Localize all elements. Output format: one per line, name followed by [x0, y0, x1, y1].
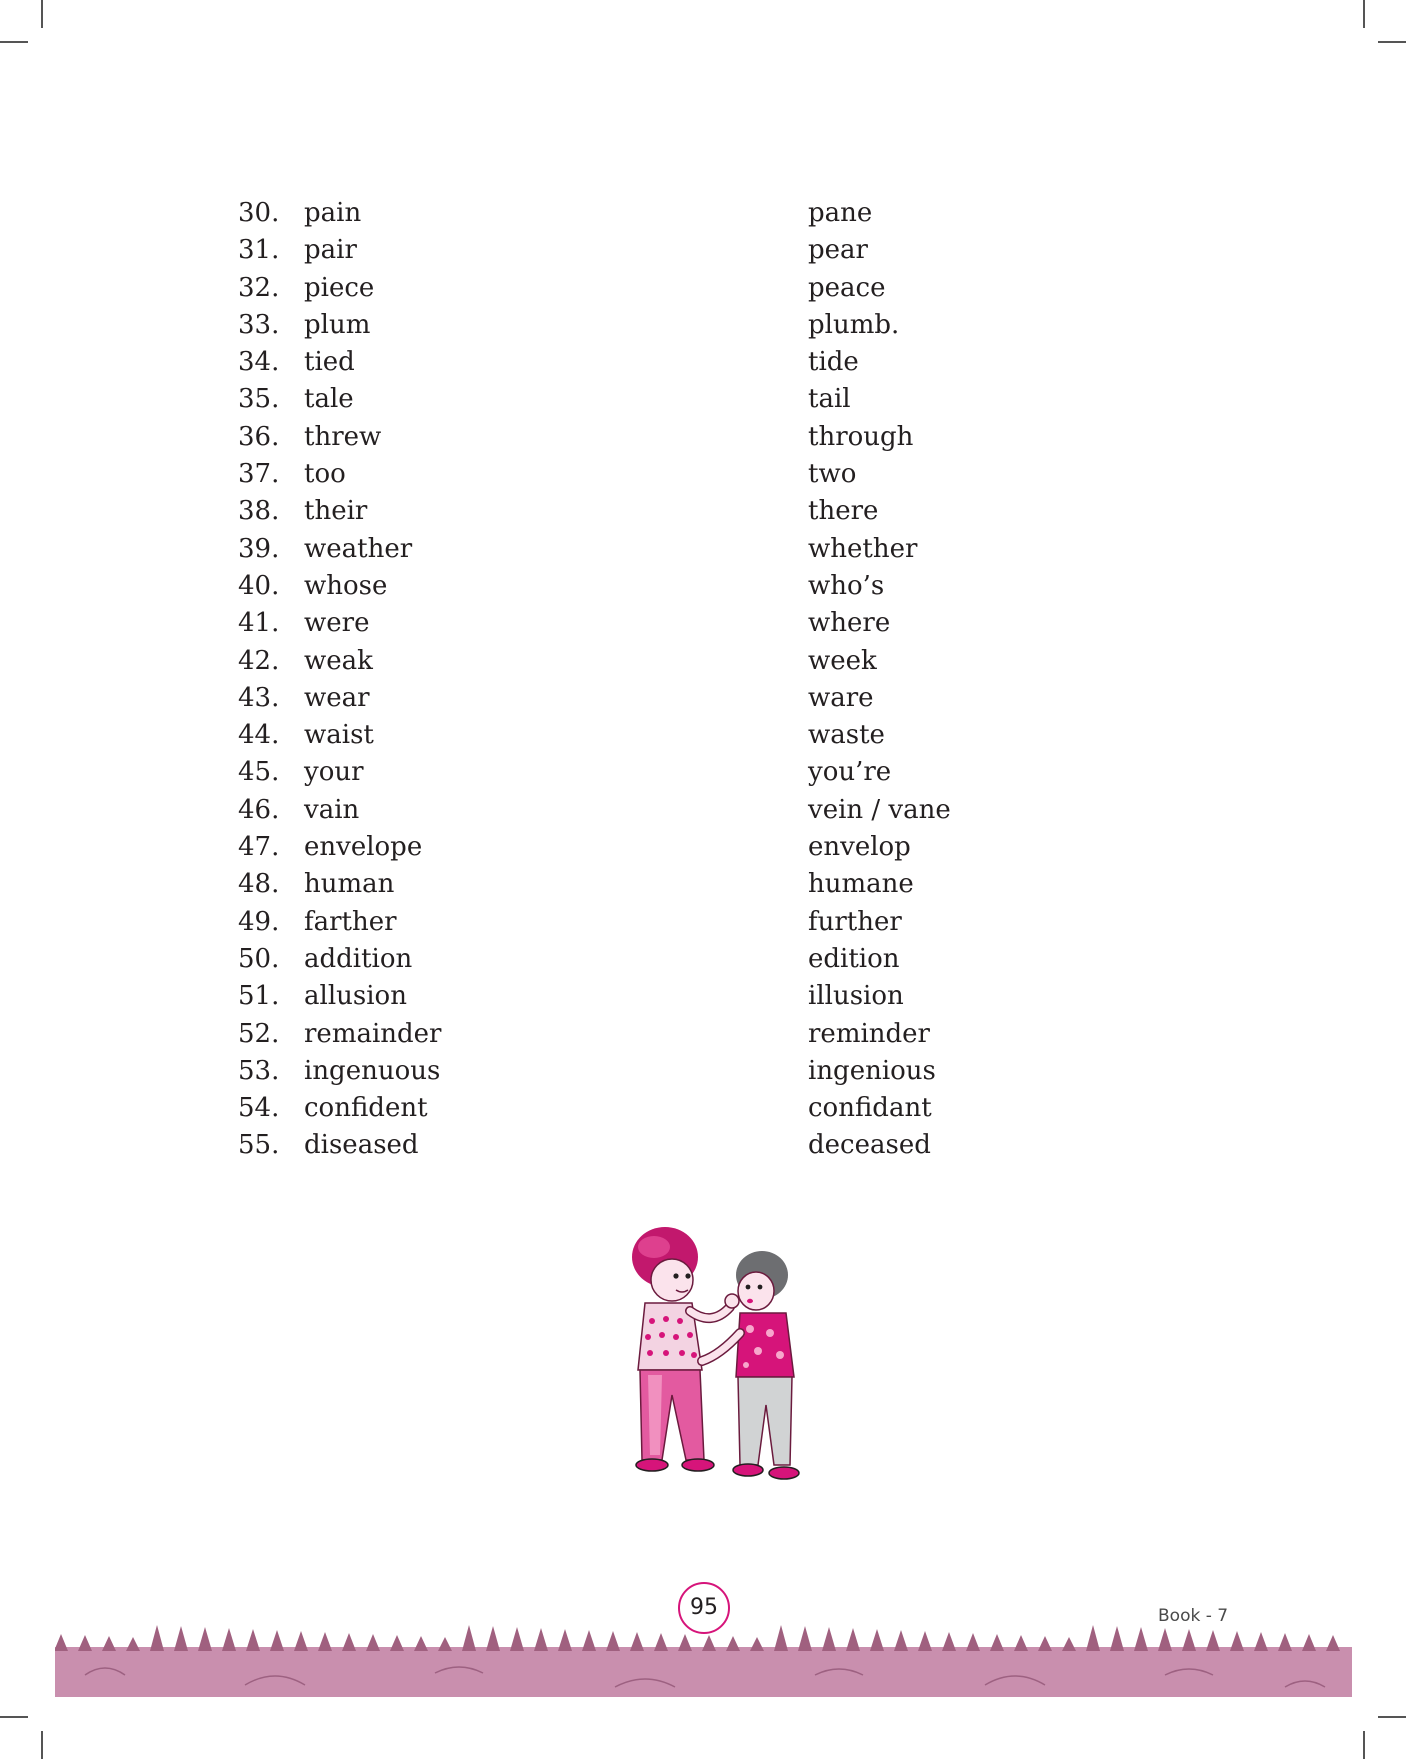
word-pair-row [0, 978, 1406, 1015]
item-number: 47. [238, 832, 280, 863]
word-pair-row [0, 531, 1406, 568]
tree-icon [1086, 1625, 1100, 1651]
tree-icon [510, 1627, 524, 1651]
tree-icon [630, 1632, 644, 1651]
word: ingenuous [304, 1055, 441, 1086]
word-pair-row [0, 1127, 1406, 1164]
word: tale [304, 384, 354, 415]
word: were [304, 608, 370, 639]
crop-mark [41, 0, 43, 28]
word-pair-row [0, 605, 1406, 642]
word-pair-row [0, 270, 1406, 307]
tree-icon [1062, 1637, 1076, 1651]
word: whose [304, 570, 388, 601]
homophone-pair: who’s [808, 570, 885, 601]
word-pair-row [0, 493, 1406, 530]
homophone-pair: plumb. [808, 309, 900, 340]
homophone-pair: deceased [808, 1130, 931, 1161]
word-pair-row [0, 1016, 1406, 1053]
homophone-pair: pear [808, 235, 868, 266]
crop-mark [1363, 0, 1365, 28]
homophone-pair: vein / vane [808, 794, 951, 825]
homophone-pair: waste [808, 720, 885, 751]
word-pair-row [0, 307, 1406, 344]
item-number: 55. [238, 1130, 280, 1161]
homophone-pair: pane [808, 198, 873, 228]
item-number: 51. [238, 981, 280, 1012]
homophone-pair: illusion [808, 981, 904, 1012]
tree-icon [1230, 1631, 1244, 1651]
homophone-pair: you’re [808, 757, 892, 788]
item-number: 32. [238, 272, 280, 303]
crop-mark [1378, 1716, 1406, 1718]
tree-icon [822, 1627, 836, 1651]
item-number: 31. [238, 235, 280, 266]
homophone-pair: edition [808, 943, 900, 974]
homophone-pair: tide [808, 347, 859, 378]
word: wear [304, 682, 370, 713]
tree-icon [654, 1633, 668, 1651]
homophone-pair: reminder [808, 1018, 930, 1049]
tree-icon [126, 1637, 140, 1651]
word-pair-row [0, 829, 1406, 866]
item-number: 37. [238, 459, 280, 490]
word: piece [304, 272, 375, 303]
tree-icon [1206, 1630, 1220, 1651]
tree-icon [870, 1629, 884, 1651]
tree-icon [78, 1635, 92, 1651]
item-number: 53. [238, 1055, 280, 1086]
homophone-list [0, 195, 1406, 1165]
tree-icon [246, 1629, 260, 1651]
tree-icon [774, 1625, 788, 1651]
word: farther [304, 906, 397, 937]
tree-icon [366, 1634, 380, 1651]
item-number: 30. [238, 198, 280, 228]
tree-icon [55, 1634, 68, 1651]
word: pair [304, 235, 357, 266]
item-number: 49. [238, 906, 280, 937]
homophone-pair: confidant [808, 1093, 932, 1124]
word: addition [304, 943, 413, 974]
tree-icon [798, 1626, 812, 1651]
tree-icon [1014, 1635, 1028, 1651]
tree-icon [1182, 1629, 1196, 1651]
tree-icon [102, 1636, 116, 1651]
tree-icon [534, 1628, 548, 1651]
crop-mark [1378, 41, 1406, 43]
tree-icon [294, 1631, 308, 1651]
item-number: 54. [238, 1093, 280, 1124]
homophone-pair: envelop [808, 832, 911, 863]
tree-icon [1134, 1627, 1148, 1651]
word: waist [304, 720, 374, 751]
word: human [304, 869, 395, 900]
word: vain [304, 794, 360, 825]
word: their [304, 496, 368, 527]
word: your [304, 757, 364, 788]
word: pain [304, 198, 362, 228]
tree-icon [942, 1632, 956, 1651]
word-pair-row [0, 866, 1406, 903]
word: diseased [304, 1130, 419, 1161]
word: threw [304, 421, 382, 452]
tree-icon [1038, 1636, 1052, 1651]
word-pair-row [0, 680, 1406, 717]
tree-icon [318, 1632, 332, 1651]
tree-icon [1158, 1628, 1172, 1651]
tree-icon [750, 1637, 764, 1651]
word: remainder [304, 1018, 442, 1049]
tree-icon [1110, 1626, 1124, 1651]
tree-icon [678, 1634, 692, 1651]
two-children-talking-illustration [590, 1225, 830, 1490]
word-pair-row [0, 1053, 1406, 1090]
homophone-pair: ingenious [808, 1055, 936, 1086]
item-number: 33. [238, 309, 280, 340]
tree-icon [1326, 1635, 1340, 1651]
item-number: 46. [238, 794, 280, 825]
word: weather [304, 533, 413, 564]
tree-icon [486, 1626, 500, 1651]
item-number: 45. [238, 757, 280, 788]
tree-icon [462, 1625, 476, 1651]
homophone-pair: there [808, 496, 879, 527]
word-pair-row [0, 717, 1406, 754]
tree-icon [390, 1635, 404, 1651]
word-pair-row [0, 419, 1406, 456]
tree-icon [270, 1630, 284, 1651]
tree-icon [438, 1637, 452, 1651]
word-pair-row [0, 754, 1406, 791]
word: confident [304, 1093, 428, 1124]
word-pair-row [0, 568, 1406, 605]
tree-icon [894, 1630, 908, 1651]
crop-mark [41, 1731, 43, 1759]
tree-icon [174, 1626, 188, 1651]
word-pair-row [0, 381, 1406, 418]
tree-icon [582, 1630, 596, 1651]
tree-icon [222, 1628, 236, 1651]
tree-icon [1278, 1633, 1292, 1651]
item-number: 39. [238, 533, 280, 564]
word-pair-row [0, 1090, 1406, 1127]
item-number: 40. [238, 570, 280, 601]
tree-icon [702, 1635, 716, 1651]
word: tied [304, 347, 355, 378]
word-pair-row [0, 792, 1406, 829]
word: allusion [304, 981, 407, 1012]
tree-icon [198, 1627, 212, 1651]
tree-icon [1254, 1632, 1268, 1651]
tree-icon [150, 1625, 164, 1651]
book-label: Book - 7 [1158, 1606, 1229, 1626]
item-number: 44. [238, 720, 280, 751]
tree-icon [606, 1631, 620, 1651]
boy-figure [702, 1251, 799, 1479]
tree-icon [726, 1636, 740, 1651]
item-number: 36. [238, 421, 280, 452]
word: plum [304, 309, 371, 340]
homophone-pair: through [808, 421, 914, 452]
word: envelope [304, 832, 423, 863]
tree-icon [1302, 1634, 1316, 1651]
tree-icon [990, 1634, 1004, 1651]
tree-icon [846, 1628, 860, 1651]
homophone-pair: where [808, 608, 891, 639]
item-number: 42. [238, 645, 280, 676]
tree-icon [342, 1633, 356, 1651]
word-pair-row [0, 232, 1406, 269]
homophone-pair: further [808, 906, 902, 937]
item-number: 48. [238, 869, 280, 900]
word-pair-row [0, 195, 1406, 232]
homophone-pair: humane [808, 869, 914, 900]
tree-icon [966, 1633, 980, 1651]
item-number: 50. [238, 943, 280, 974]
item-number: 41. [238, 608, 280, 639]
crop-mark [1363, 1731, 1365, 1759]
homophone-pair: week [808, 645, 877, 676]
crop-mark [0, 1716, 28, 1718]
crop-mark [0, 41, 28, 43]
item-number: 35. [238, 384, 280, 415]
homophone-pair: whether [808, 533, 918, 564]
item-number: 52. [238, 1018, 280, 1049]
homophone-pair: peace [808, 272, 886, 303]
item-number: 34. [238, 347, 280, 378]
item-number: 38. [238, 496, 280, 527]
word-pair-row [0, 941, 1406, 978]
word-pair-row [0, 456, 1406, 493]
word-pair-row [0, 344, 1406, 381]
word-pair-row [0, 904, 1406, 941]
tree-icon [918, 1631, 932, 1651]
word: too [304, 459, 346, 490]
page-number: 95 [678, 1582, 730, 1634]
tree-icon [414, 1636, 428, 1651]
homophone-pair: two [808, 459, 857, 490]
tree-icon [558, 1629, 572, 1651]
homophone-pair: ware [808, 682, 874, 713]
item-number: 43. [238, 682, 280, 713]
homophone-pair: tail [808, 384, 851, 415]
word: weak [304, 645, 373, 676]
word-pair-row [0, 643, 1406, 680]
